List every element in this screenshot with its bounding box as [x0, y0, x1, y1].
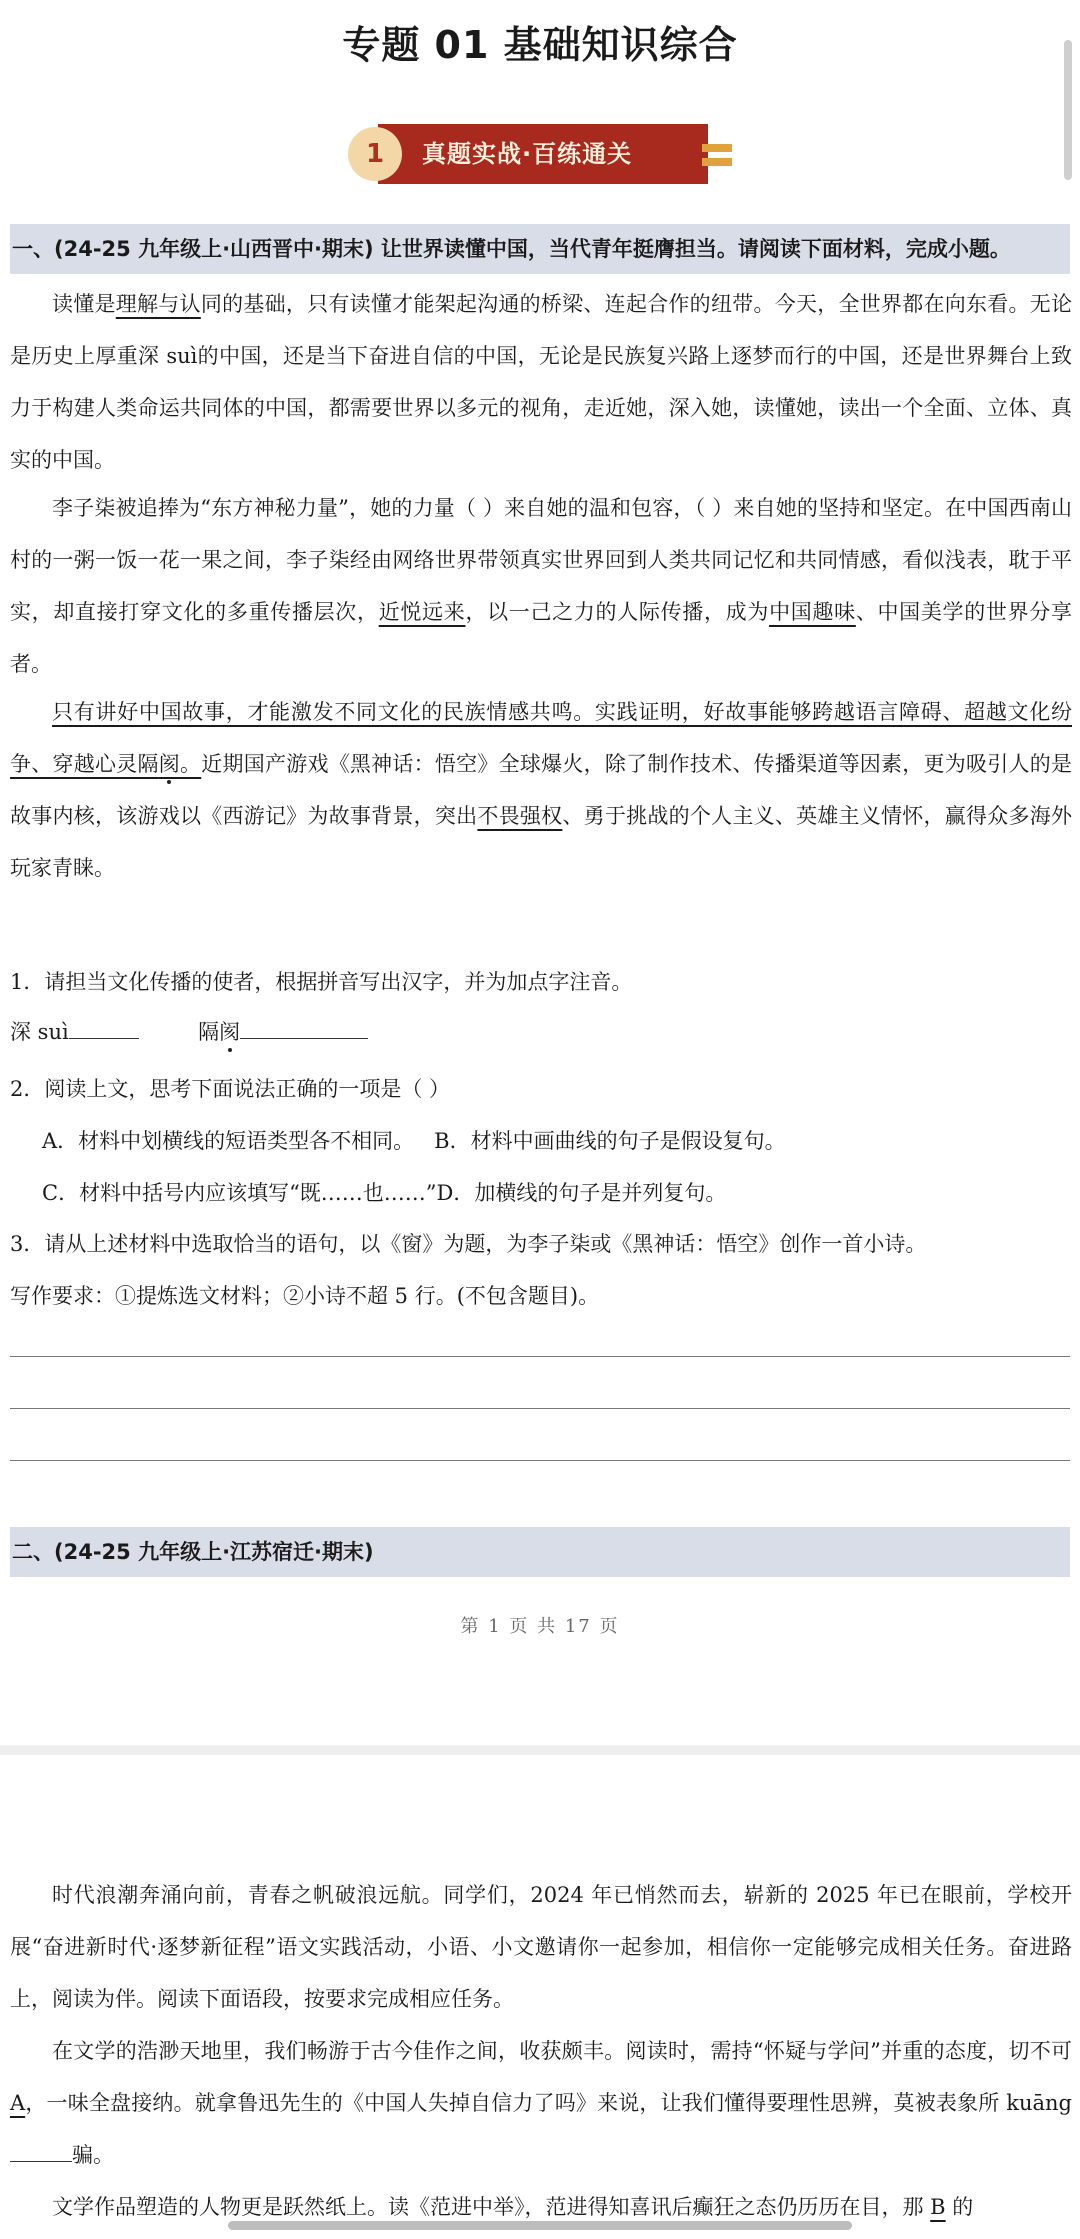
underlined-phrase: 理解与认	[115, 292, 201, 316]
question-2-options-ab	[42, 1121, 786, 1161]
blank-marker-b: B	[930, 2195, 946, 2219]
question-3-requirements: 写作要求：①提炼选文材料；②小诗不超 5 行。(不包含题目)。	[10, 1284, 600, 1308]
section-banner	[348, 122, 732, 188]
underlined-phrase: 近悦远来	[378, 600, 466, 624]
material-paragraph-3: 只有讲好中国故事，才能激发不同文化的民族情感共鸣。实践证明，好故事能够跨越语言障碍、超越文化纷争、穿越心灵隔阂。近期国产游戏《黑神话：悟空》全球爆火，除了制作技术、传播渠道等因素，更为吸引人的是故事内核，该游戏以《西游记》为故事背景，突出不畏强权、勇于挑战的个人主义、英雄主义情怀，赢得众多海外玩家青睐。	[10, 700, 1073, 880]
banner-stripe-decoration	[702, 158, 732, 166]
answer-blank-2[interactable]	[240, 1012, 368, 1039]
horizontal-scrollbar[interactable]	[228, 2221, 852, 2230]
option-b[interactable]: B．材料中画曲线的句子是假设复句。	[434, 1129, 786, 1153]
answer-line[interactable]	[10, 1356, 1070, 1357]
question-3: 3．请从上述材料中选取恰当的语句，以《窗》为题，为李子柒或《黑神话：悟空》创作一首小诗。	[10, 1232, 927, 1256]
option-d[interactable]: D．加横线的句子是并列复句。	[436, 1181, 727, 1205]
section-2-header: 二、(24-25 九年级上·江苏宿迁·期末)	[10, 1527, 1070, 1577]
option-a[interactable]: A．材料中划横线的短语类型各不相同。	[42, 1129, 415, 1153]
material-paragraph-literature: 在文学的浩渺天地里，我们畅游于古今佳作之间，收获颇丰。阅读时，需持“怀疑与学问”并重的态度，切不可 A，一味全盘接纳。就拿鲁迅先生的《中国人失掉自信力了吗》来说，让我们懂得要理性思辨，莫被表象所 kuāng骗。	[10, 2039, 1072, 2167]
option-c[interactable]: C．材料中括号内应该填写“既……也……”	[42, 1181, 437, 1205]
question-1: 1．请担当文化传播的使者，根据拼音写出汉字，并为加点字注音。	[10, 970, 633, 994]
document-page-2	[0, 1755, 1080, 2239]
underlined-phrase: 不畏强权	[477, 804, 563, 828]
material-paragraph-characters: 文学作品塑造的人物更是跃然纸上。读《范进中举》，范进得知喜讯后癫狂之态仍历历在目，那 B 的	[52, 2195, 974, 2219]
banner-number: 1	[348, 127, 402, 181]
blank-marker-a: A	[10, 2091, 26, 2115]
question-1-blanks	[10, 1012, 368, 1052]
material-paragraph-intro: 时代浪潮奔涌向前，青春之帆破浪远航。同学们，2024 年已悄然而去，崭新的 2025 年已在眼前，学校开展“奋进新时代·逐梦新征程”语文实践活动，小语、小文邀请你一起参加，相信你一定能够完成相关任务。奋进路上，阅读为伴。阅读下面语段，按要求完成相应任务。	[10, 1883, 1072, 2011]
dotted-character: 阂	[158, 752, 180, 776]
banner-text: 真题实战·百练通关	[378, 124, 708, 184]
curved-underline-sentence: 只有讲好中国故事，才能激发不同文化的民族情感共鸣。实践证明，好故事能够跨越语言障碍、超越文化纷争、穿越心灵隔阂。	[10, 700, 1072, 776]
page-separator	[0, 1745, 1080, 1755]
question-2: 2．阅读上文，思考下面说法正确的一项是（ ）	[10, 1077, 451, 1101]
material-paragraph-1: 读懂是理解与认同的基础，只有读懂才能架起沟通的桥梁、连起合作的纽带。今天，全世界都在向东看。无论是历史上厚重深 suì的中国，还是当下奋进自信的中国，无论是民族复兴路上逐梦而行的中国，还是世界舞台上致力于构建人类命运共同体的中国，都需要世界以多元的视角，走近她，深入她，读懂她，读出一个全面、立体、真实的中国。	[10, 292, 1073, 472]
blank-2-label: 隔阂	[198, 1020, 241, 1044]
answer-blank-1[interactable]	[69, 1012, 139, 1039]
page-number: 第 1 页 共 17 页	[460, 1616, 620, 1637]
underlined-phrase: 中国趣味	[769, 600, 856, 624]
page-title: 专题 01 基础知识综合	[342, 23, 738, 67]
section-1-header: 一、(24-25 九年级上·山西晋中·期末) 让世界读懂中国，当代青年挺膺担当。请阅读下面材料，完成小题。	[10, 224, 1070, 274]
answer-line[interactable]	[10, 1408, 1070, 1409]
answer-blank-kuang[interactable]	[10, 2135, 72, 2162]
banner-stripe-decoration	[702, 144, 732, 152]
vertical-scrollbar[interactable]	[1064, 40, 1072, 180]
question-2-options-cd	[42, 1173, 726, 1213]
material-paragraph-2: 李子柒被追捧为“东方神秘力量”，她的力量（ ）来自她的温和包容，（ ）来自她的坚持和坚定。在中国西南山村的一粥一饭一花一果之间，李子柒经由网络世界带领真实世界回到人类共同记忆和共同情感，看似浅表，耽于平实，却直接打穿文化的多重传播层次，近悦远来，以一己之力的人际传播，成为中国趣味、中国美学的世界分享者。	[10, 496, 1072, 676]
answer-line[interactable]	[10, 1460, 1070, 1461]
blank-1-label: 深 suì	[10, 1020, 69, 1044]
